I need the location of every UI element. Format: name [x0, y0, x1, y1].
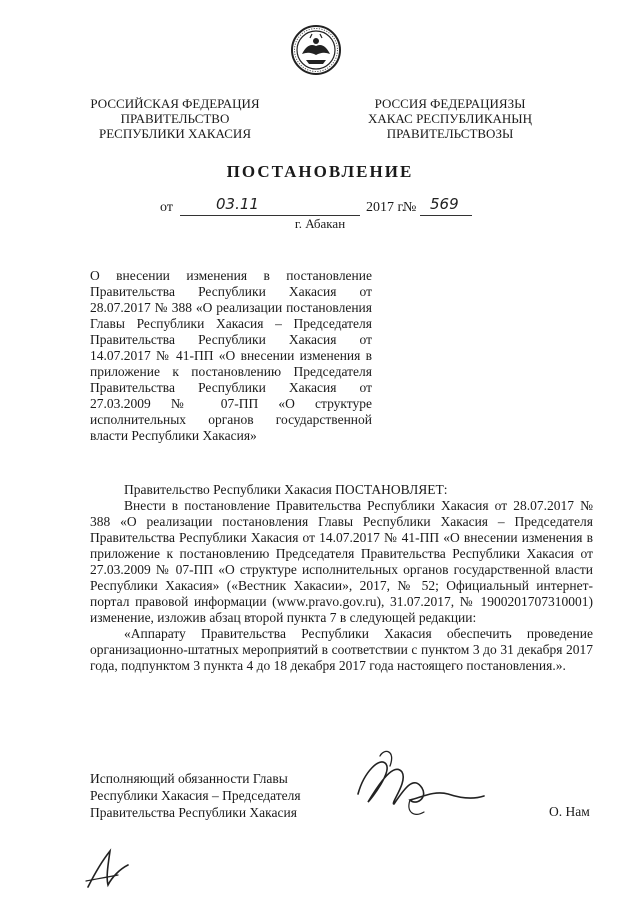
handwritten-number: 569: [430, 195, 459, 213]
header-right: [355, 96, 545, 141]
document-subject: О внесении изменения в постановление Правительства Республики Хакасия от 28.07.2017 № 388 «О реализации постановления Главы Республики Хакасия – Председателя Правительства Республики Хакасия от 14.07.2017 № 41-ПП «О внесении изменения в приложение к постановлению Председателя Правительства Республики Хакасия от 27.03.2009 № 07-ПП «О структуре исполнительных органов государственной власти Республики Хакасия»: [90, 268, 372, 443]
header-right-line-2: ХАКАС РЕСПУБЛИКАНЫҢ: [367, 111, 533, 126]
header-left-line-1: РОССИЙСКАЯ ФЕДЕРАЦИЯ: [90, 96, 260, 111]
date-from-label: от: [160, 200, 173, 215]
header-left-line-3: РЕСПУБЛИКИ ХАКАСИЯ: [98, 126, 251, 141]
header-left-line-2: ПРАВИТЕЛЬСТВО: [120, 111, 230, 126]
document-title: ПОСТАНОВЛЕНИЕ: [226, 162, 414, 181]
body-paragraph-3: «Аппарату Правительства Республики Хакасия обеспечить проведение организационно-штатных мероприятий в соответствии с пунктом 3 до 31 декабря 2017 года, подпунктом 3 пункта 4 до 18 декабря 2017 года настоящего постановления.».: [90, 626, 593, 673]
handwritten-date: 03.11: [216, 195, 259, 213]
year-label: 2017 г.: [366, 200, 406, 215]
body-paragraph-1: Правительство Республики Хакасия ПОСТАНОВЛЯЕТ:: [124, 482, 448, 497]
coat-of-arms-emblem: [290, 24, 342, 76]
header-left: [80, 96, 270, 141]
header-right-line-3: ПРАВИТЕЛЬСТВОЗЫ: [386, 126, 514, 141]
signatory-line-3: Правительства Республики Хакасия: [90, 805, 297, 820]
number-label: №: [403, 200, 417, 215]
handwritten-initials-mark: [84, 845, 132, 891]
signatory-name: О. Нам: [549, 804, 590, 819]
header-right-line-1: РОССИЯ ФЕДЕРАЦИЯЗЫ: [374, 96, 526, 111]
document-body: [90, 482, 593, 674]
signatory-title: [90, 770, 301, 821]
body-paragraph-2: Внести в постановление Правительства Республики Хакасия от 28.07.2017 № 388 «О реализации постановления Главы Республики Хакасия – Председателя Правительства Республики Хакасия от 14.07.2017 № 41-ПП «О внесении изменения в приложение к постановлению Председателя Правительства Республики Хакасия от 27.03.2009 № 07-ПП «О структуре исполнительных органов государственной власти Республики Хакасия» («Вестник Хакасии», 2017, № 52; Официальный интернет-портал правовой информации (www.pravo.gov.ru), 31.07.2017, № 1900201707310001) изменение, изложив абзац второй пункта 7 в следующей редакции:: [90, 498, 593, 625]
city-label: г. Абакан: [294, 216, 346, 231]
handwritten-signature: [350, 742, 490, 832]
signatory-line-1: Исполняющий обязанности Главы: [90, 771, 288, 786]
signatory-line-2: Республики Хакасия – Председателя: [90, 788, 301, 803]
